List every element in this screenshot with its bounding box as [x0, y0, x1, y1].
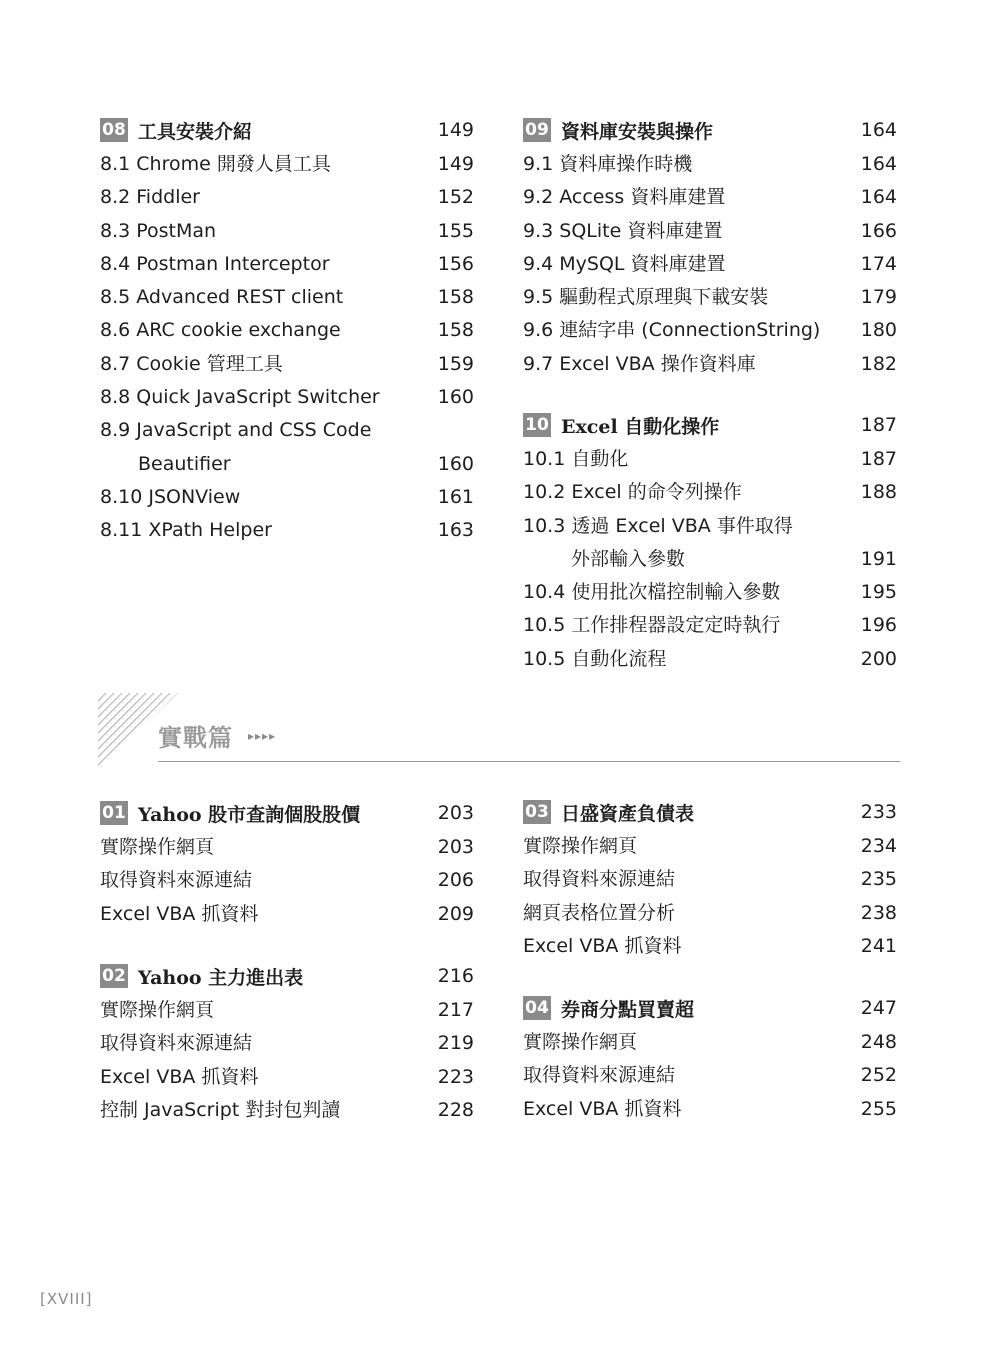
- toc-entry: 取得資料來源連結 252: [523, 1064, 897, 1087]
- toc-entry: 8.9 JavaScript and CSS Code: [100, 419, 372, 442]
- arrows-icon: ▸▸▸▸: [248, 729, 277, 743]
- chapter-title: Excel 自動化操作: [561, 415, 720, 438]
- chapter-title: 日盛資產負債表: [561, 802, 695, 825]
- toc-entry: 10.2 Excel 的命令列操作 188: [523, 481, 897, 504]
- chapter-10: [523, 407, 897, 676]
- toc-entry: Excel VBA 抓資料 255: [523, 1097, 897, 1120]
- toc-entry: 8.11 XPath Helper 163: [100, 519, 474, 542]
- chapter-page: 247: [860, 997, 897, 1019]
- toc-entry: 實際操作網頁 203: [100, 836, 474, 858]
- chapter-heading: [523, 990, 897, 1026]
- chapter-number-badge: 04: [523, 996, 551, 1020]
- chapter-number-badge: 03: [523, 800, 551, 824]
- toc-entry: 9.6 連結字串 (ConnectionString) 180: [523, 319, 897, 342]
- toc-entry: 9.3 SQLite 資料庫建置 166: [523, 219, 897, 242]
- toc-entry: 控制 JavaScript 對封包判讀 228: [100, 1098, 474, 1121]
- toc-entry: Excel VBA 抓資料 209: [100, 902, 474, 925]
- toc-entry: 8.6 ARC cookie exchange 158: [100, 319, 474, 342]
- chapter-heading: [100, 958, 474, 994]
- chapter-page: 187: [860, 414, 897, 436]
- chapter-page: 164: [860, 119, 897, 141]
- chapter-page: 203: [437, 802, 474, 824]
- chapter-page: 216: [437, 965, 474, 987]
- chapter-heading: [100, 795, 474, 831]
- page-number: [XVIII]: [40, 1290, 93, 1308]
- toc-entry: 10.3 透過 Excel VBA 事件取得: [523, 514, 793, 537]
- chapter-page: 149: [437, 119, 474, 141]
- project-03: [523, 794, 897, 963]
- toc-entry: 取得資料來源連結 219: [100, 1032, 474, 1055]
- toc-entry: 實際操作網頁 234: [523, 835, 897, 857]
- toc-entry: 9.2 Access 資料庫建置 164: [523, 186, 897, 209]
- toc-entry: 8.7 Cookie 管理工具 159: [100, 352, 474, 375]
- toc-entry: 取得資料來源連結 206: [100, 869, 474, 892]
- toc-entry: Excel VBA 抓資料 241: [523, 934, 897, 957]
- chapter-number-badge: 02: [100, 964, 128, 988]
- part-heading: [98, 693, 900, 773]
- divider: [158, 761, 900, 762]
- chapter-number-badge: 09: [523, 118, 551, 142]
- toc-entry: 8.4 Postman Interceptor 156: [100, 252, 474, 275]
- chapter-08: [100, 112, 474, 548]
- project-01: [100, 795, 474, 931]
- project-02: [100, 958, 474, 1127]
- toc-entry: 8.8 Quick JavaScript Switcher 160: [100, 386, 474, 409]
- toc-entry: 9.7 Excel VBA 操作資料庫 182: [523, 352, 897, 375]
- chapter-title: Yahoo 股市查詢個股股價: [138, 803, 361, 826]
- toc-entry: 8.5 Advanced REST client 158: [100, 286, 474, 309]
- toc-entry: 實際操作網頁 248: [523, 1031, 897, 1053]
- toc-entry: 8.1 Chrome 開發人員工具 149: [100, 153, 474, 175]
- chapter-title: Yahoo 主力進出表: [138, 966, 304, 989]
- toc-entry: 網頁表格位置分析 238: [523, 901, 897, 924]
- toc-entry: 取得資料來源連結 235: [523, 868, 897, 891]
- project-04: [523, 990, 897, 1126]
- toc-entry: 8.10 JSONView 161: [100, 485, 474, 508]
- toc-entry: 9.5 驅動程式原理與下載安裝 179: [523, 286, 897, 309]
- chapter-title: 工具安裝介紹: [138, 120, 253, 143]
- toc-entry: 10.4 使用批次檔控制輸入參數 195: [523, 581, 897, 604]
- toc-entry: 實際操作網頁 217: [100, 999, 474, 1021]
- chapter-number-badge: 10: [523, 413, 551, 437]
- toc-entry: 9.1 資料庫操作時機 164: [523, 153, 897, 175]
- toc-entry: 10.5 工作排程器設定定時執行 196: [523, 614, 897, 637]
- chapter-09: [523, 112, 897, 381]
- toc-entry: Excel VBA 抓資料 223: [100, 1065, 474, 1088]
- chapter-page: 233: [860, 801, 897, 823]
- chapter-heading: [100, 112, 474, 148]
- part-title: 實戰篇: [158, 723, 233, 752]
- toc-entry: 8.3 PostMan 155: [100, 219, 474, 242]
- toc-entry: 10.5 自動化流程 200: [523, 647, 897, 670]
- chapter-heading: [523, 112, 897, 148]
- toc-entry-continuation: Beautifier 160: [138, 452, 474, 475]
- chapter-heading: [523, 407, 897, 443]
- toc-entry: 10.1 自動化 187: [523, 448, 897, 470]
- chapter-title: 資料庫安裝與操作: [561, 120, 714, 143]
- chapter-title: 券商分點買賣超: [561, 998, 695, 1021]
- chapter-number-badge: 01: [100, 801, 128, 825]
- toc-entry: 8.2 Fiddler 152: [100, 186, 474, 209]
- chapter-number-badge: 08: [100, 118, 128, 142]
- chapter-heading: [523, 794, 897, 830]
- toc-entry: 9.4 MySQL 資料庫建置 174: [523, 252, 897, 275]
- toc-entry-continuation: 外部輸入參數 191: [571, 547, 897, 570]
